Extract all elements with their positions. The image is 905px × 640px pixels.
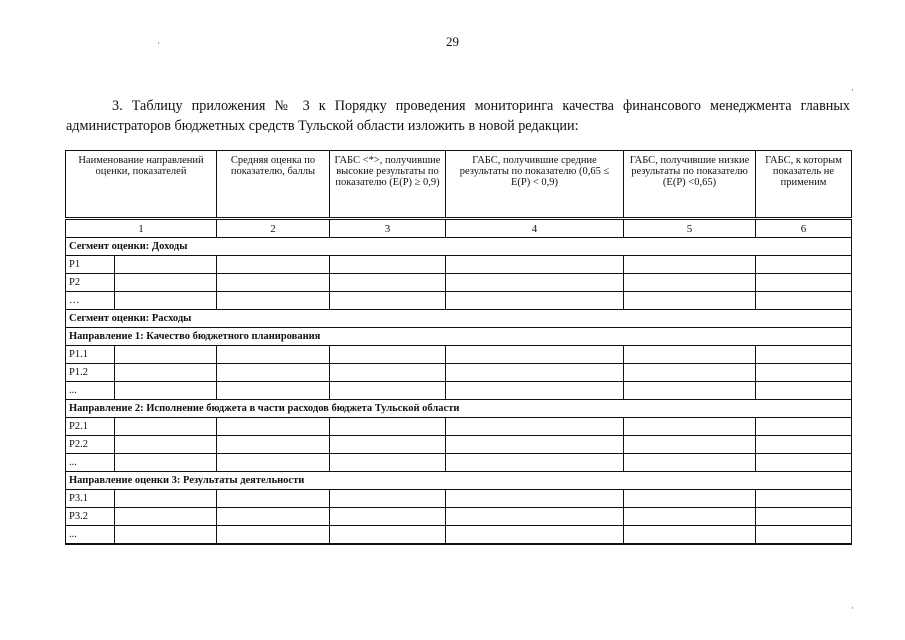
- indicator-cell: P2.2: [66, 436, 115, 454]
- indicator-cell: ...: [66, 526, 115, 545]
- table-row: [66, 256, 852, 274]
- table-row: [66, 508, 852, 526]
- indicator-cell: P3.1: [66, 490, 115, 508]
- direction-heading: Направление 1: Качество бюджетного планирования: [66, 328, 852, 346]
- header-cell: ГАБС, получившие низкие результаты по показателю (E(P) <0,65): [624, 151, 756, 219]
- indicator-cell: P2.1: [66, 418, 115, 436]
- column-number: 2: [217, 219, 330, 238]
- table-row: [66, 418, 852, 436]
- table-row: [66, 526, 852, 545]
- page-number: 29: [446, 34, 459, 49]
- column-number: 6: [756, 219, 852, 238]
- indicator-cell: P2: [66, 274, 115, 292]
- header-cell: ГАБС <*>, получившие высокие результаты по показателю (E(P) ≥ 0,9): [330, 151, 446, 219]
- indicator-cell: P3.2: [66, 508, 115, 526]
- table-row: [66, 382, 852, 400]
- table-header-row: [66, 151, 852, 219]
- table-row: [66, 490, 852, 508]
- segment-heading: Сегмент оценки: Доходы: [66, 238, 852, 256]
- table-row: [66, 454, 852, 472]
- table-row: [66, 292, 852, 310]
- header-cell: ГАБС, к которым показатель не применим: [756, 151, 852, 219]
- column-number-row: [66, 219, 852, 238]
- indicator-cell: P1: [66, 256, 115, 274]
- direction-heading: Направление оценки 3: Результаты деятельности: [66, 472, 852, 490]
- scan-speck: ·: [851, 85, 854, 95]
- table-row: [66, 436, 852, 454]
- indicator-cell: ...: [66, 382, 115, 400]
- indicator-cell: …: [66, 292, 115, 310]
- header-cell: ГАБС, получившие средние результаты по показателю (0,65 ≤ E(P) < 0,9): [446, 151, 624, 219]
- column-number: 1: [66, 219, 217, 238]
- column-number: 3: [330, 219, 446, 238]
- column-number: 4: [446, 219, 624, 238]
- table-row: [66, 274, 852, 292]
- scan-speck: ·: [851, 603, 854, 613]
- scan-speck: ·: [157, 38, 160, 48]
- direction-heading: Направление 2: Исполнение бюджета в части расходов бюджета Тульской области: [66, 400, 852, 418]
- monitoring-table: [65, 150, 852, 545]
- header-cell: Наименование направлений оценки, показателей: [66, 151, 217, 219]
- table-row: [66, 346, 852, 364]
- indicator-cell: P1.2: [66, 364, 115, 382]
- column-number: 5: [624, 219, 756, 238]
- header-cell: Средняя оценка по показателю, баллы: [217, 151, 330, 219]
- indicator-cell: ...: [66, 454, 115, 472]
- intro-paragraph: 3. Таблицу приложения № 3 к Порядку проведения мониторинга качества финансового менеджмента главных администраторов бюджетных средств Тульской области изложить в новой редакции:: [66, 98, 850, 134]
- segment-heading: Сегмент оценки: Расходы: [66, 310, 852, 328]
- table-row: [66, 364, 852, 382]
- indicator-cell: P1.1: [66, 346, 115, 364]
